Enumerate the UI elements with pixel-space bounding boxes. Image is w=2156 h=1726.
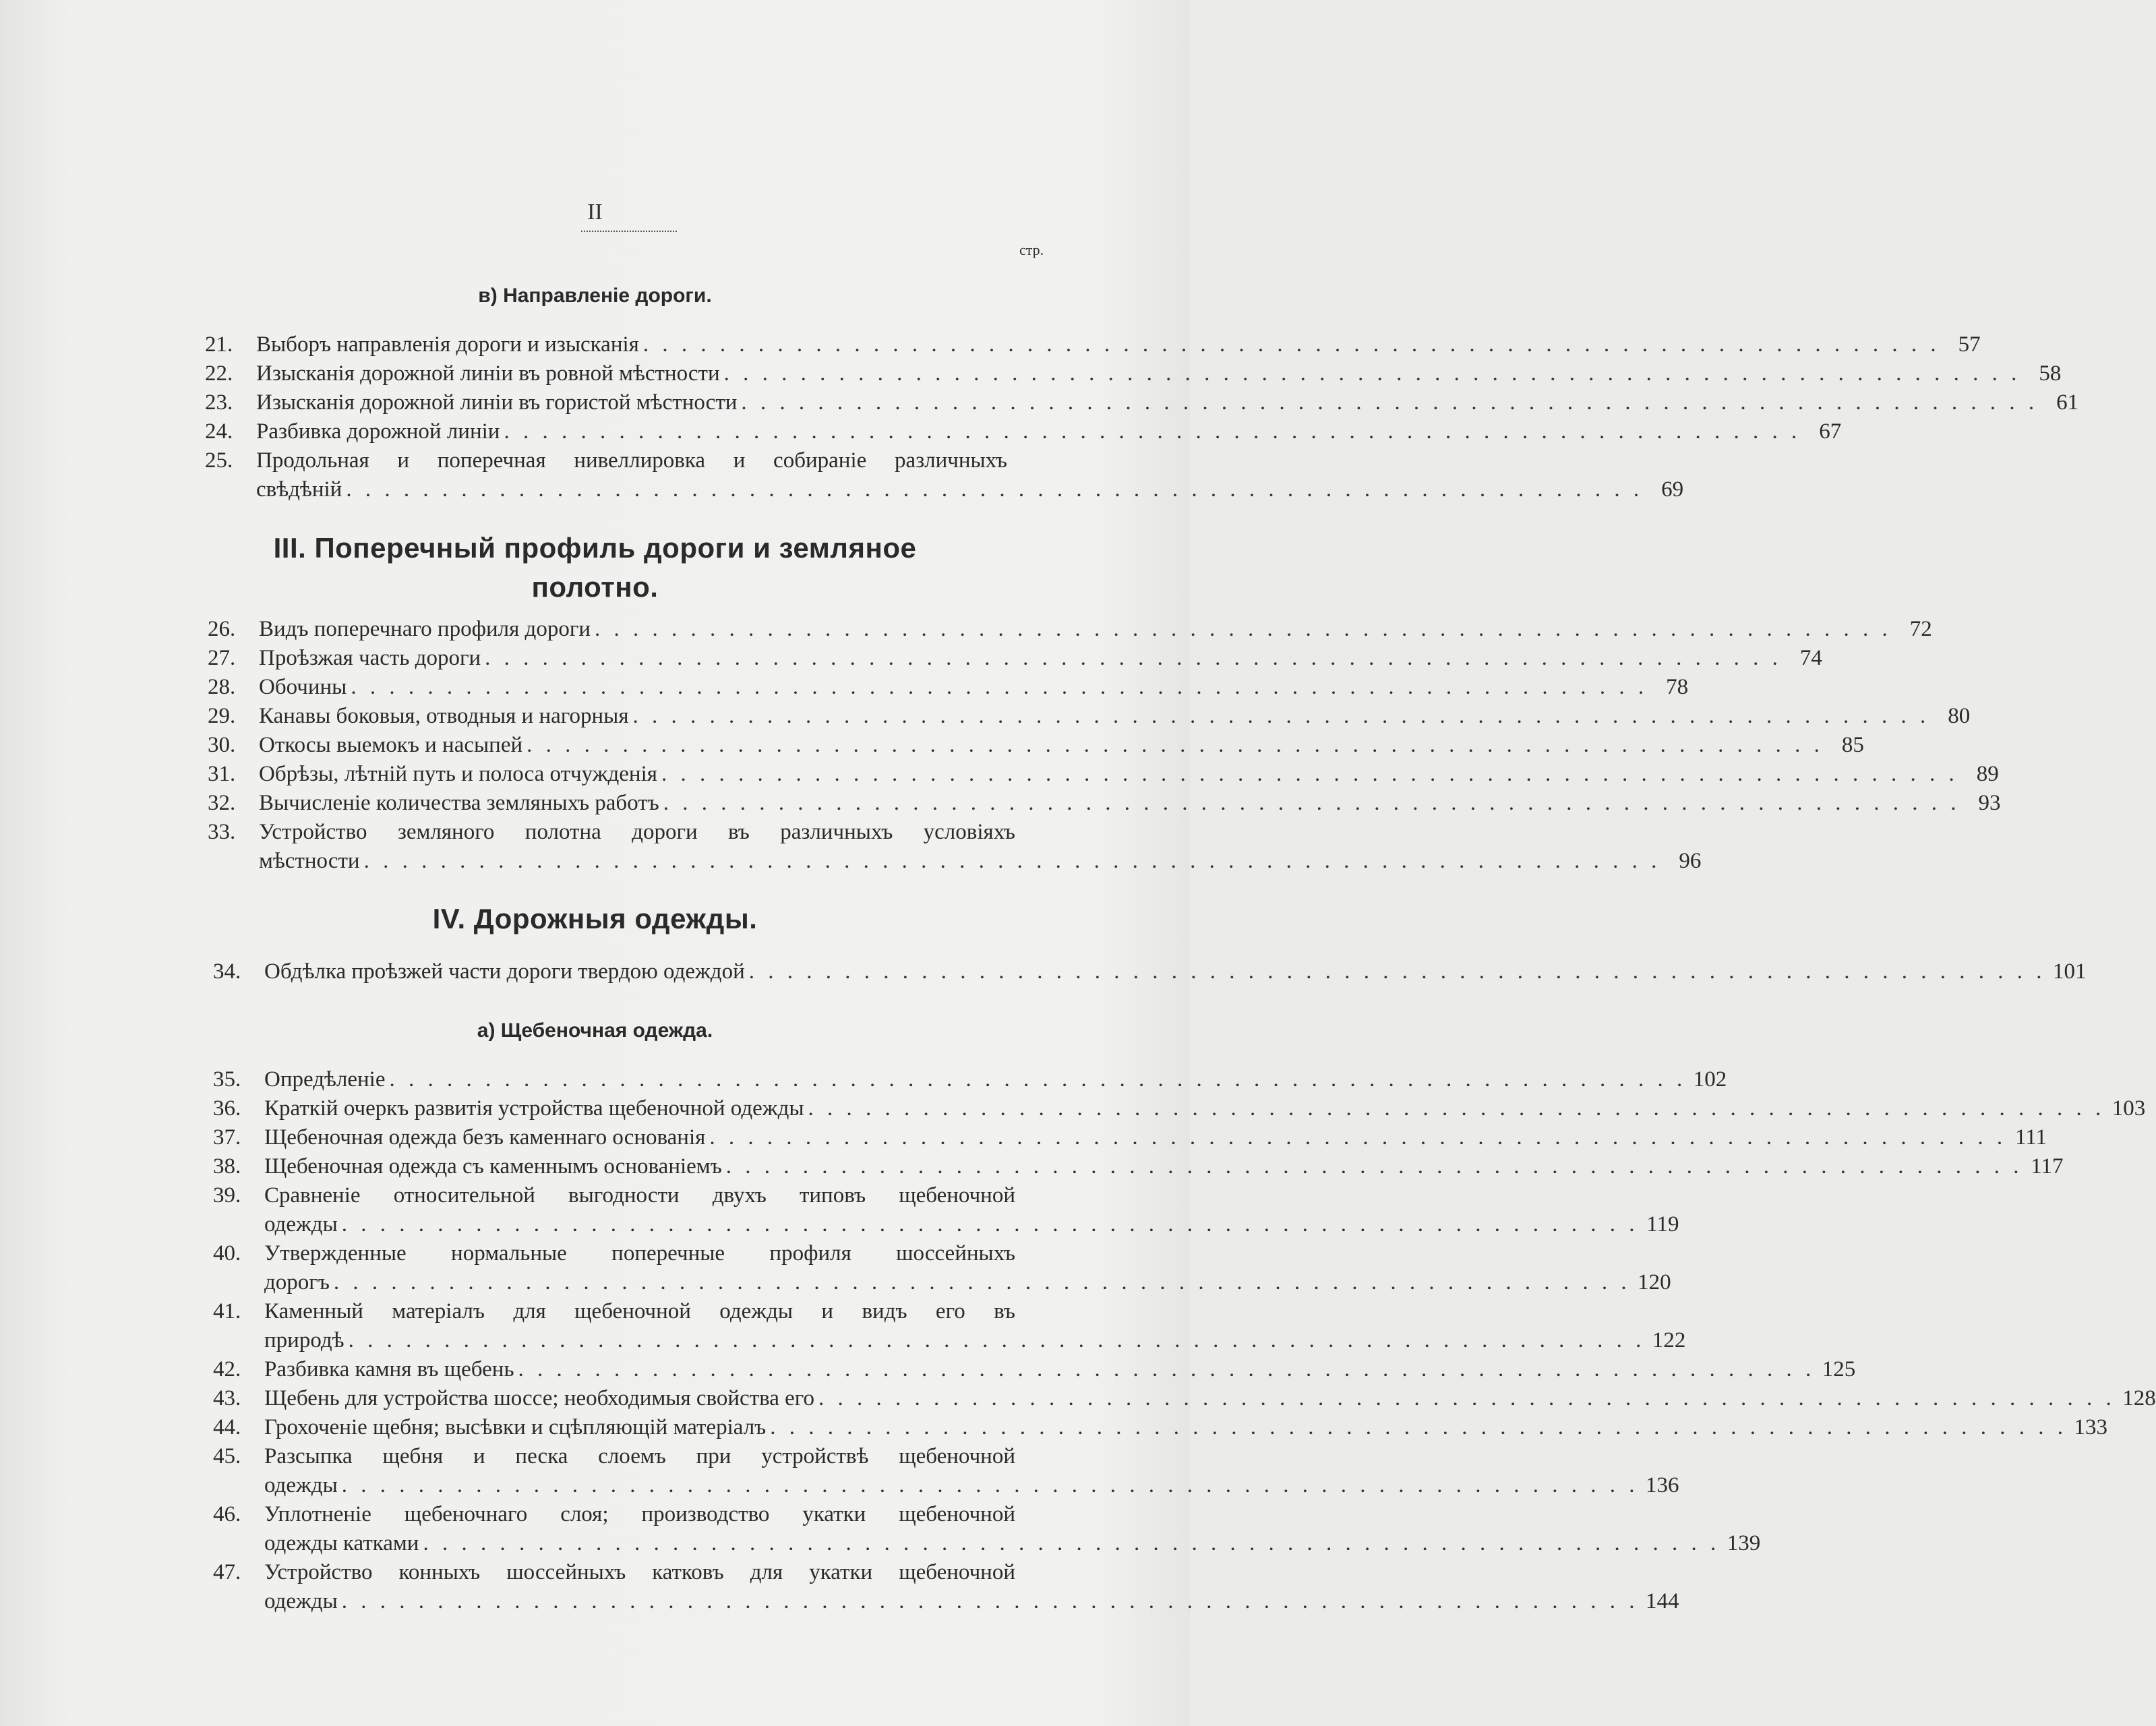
page-number-rule xyxy=(581,231,677,232)
entry-page: 136 xyxy=(1646,1473,1679,1497)
entry-page: 120 xyxy=(1638,1270,1671,1294)
entry-text: Опредѣленіе xyxy=(264,1067,386,1092)
dot-leader xyxy=(342,1210,1639,1239)
dot-leader xyxy=(342,1587,1639,1615)
entry-number: 31. xyxy=(208,762,236,786)
toc-entry-40-cont xyxy=(264,1268,1671,1297)
toc-entry-32 xyxy=(208,789,2001,817)
dot-leader xyxy=(351,673,1648,701)
entry-text: Разбивка камня въ щебень xyxy=(264,1357,514,1381)
entry-number: 26. xyxy=(208,617,236,641)
entry-page: 125 xyxy=(1822,1357,1856,1381)
entry-text: Краткій очеркъ развитія устройства щебеночной одежды xyxy=(264,1096,804,1121)
dot-leader xyxy=(808,1094,2105,1123)
chapter-title-3-cont: полотно. xyxy=(531,571,659,603)
entry-text-continuation: одежды xyxy=(264,1473,338,1497)
toc-entry-46 xyxy=(213,1500,1015,1528)
dot-leader xyxy=(643,330,1940,359)
dot-leader xyxy=(633,702,1930,730)
entry-text-continuation: природѣ xyxy=(264,1328,345,1352)
entry-text-continuation: одежды катками xyxy=(264,1531,419,1555)
entry-page: 78 xyxy=(1666,675,1689,699)
toc-entry-22 xyxy=(205,359,2062,388)
entry-page: 69 xyxy=(1661,477,1684,502)
toc-entry-40 xyxy=(213,1239,1015,1268)
toc-entry-26 xyxy=(208,615,1932,643)
entry-number: 39. xyxy=(213,1183,241,1208)
dot-leader xyxy=(749,957,2046,986)
dot-leader xyxy=(726,1152,2023,1181)
dot-leader xyxy=(595,615,1892,643)
toc-entry-46-cont xyxy=(264,1529,1761,1557)
toc-entry-33 xyxy=(208,818,1015,846)
dot-leader xyxy=(818,1384,2116,1412)
toc-entry-42 xyxy=(213,1355,1856,1383)
entry-page: 67 xyxy=(1819,419,1842,444)
dot-leader xyxy=(334,1268,1631,1297)
entry-page: 61 xyxy=(2056,390,2079,415)
entry-number: 43. xyxy=(213,1386,241,1410)
toc-entry-39-cont xyxy=(264,1210,1679,1239)
entry-page: 133 xyxy=(2074,1415,2107,1439)
entry-text: Изысканія дорожной линіи въ ровной мѣстности xyxy=(256,361,720,386)
entry-number: 32. xyxy=(208,791,236,815)
entry-page: 122 xyxy=(1652,1328,1686,1352)
toc-entry-31 xyxy=(208,760,1999,788)
toc-entry-41-cont xyxy=(264,1326,1686,1355)
toc-entry-29 xyxy=(208,702,1971,730)
entry-number: 22. xyxy=(205,361,233,386)
dot-leader xyxy=(709,1123,2006,1152)
entry-text: Каменный матеріалъ для щебеночной одежды и видъ его въ xyxy=(264,1299,1015,1323)
entry-text-continuation: одежды xyxy=(264,1212,338,1237)
entry-page: 117 xyxy=(2031,1154,2064,1179)
entry-text-continuation: одежды xyxy=(264,1589,338,1613)
entry-number: 38. xyxy=(213,1154,241,1179)
entry-number: 23. xyxy=(205,390,233,415)
entry-text: Устройство конныхъ шоссейныхъ катковъ для укатки щебеночной xyxy=(264,1560,1015,1584)
entry-page: 111 xyxy=(2015,1125,2047,1150)
entry-page: 93 xyxy=(1978,791,2001,815)
entry-page: 139 xyxy=(1727,1531,1761,1555)
entry-text: Устройство земляного полотна дороги въ различныхъ условіяхъ xyxy=(259,820,1015,844)
toc-entry-34 xyxy=(213,957,2087,986)
entry-text: Обдѣлка проѣзжей части дороги твердою одеждой xyxy=(264,959,745,984)
toc-entry-36 xyxy=(213,1094,2146,1123)
entry-text: Откосы выемокъ и насыпей xyxy=(259,733,523,757)
entry-number: 33. xyxy=(208,820,236,844)
toc-entry-24 xyxy=(205,417,1842,446)
entry-number: 21. xyxy=(205,332,233,357)
section-title-a: а) Щебеночная одежда. xyxy=(477,1019,713,1042)
entry-text-continuation: свѣдѣній xyxy=(256,477,342,502)
entry-number: 35. xyxy=(213,1067,241,1092)
entry-page: 72 xyxy=(1909,617,1932,641)
entry-text: Обочины xyxy=(259,675,347,699)
entry-text: Канавы боковыя, отводныя и нагорныя xyxy=(259,704,629,728)
toc-entry-27 xyxy=(208,644,1822,672)
entry-page: 58 xyxy=(2039,361,2062,386)
toc-entry-41 xyxy=(213,1297,1015,1326)
entry-text: Щебеночная одежда безъ каменнаго основанія xyxy=(264,1125,706,1150)
chapter-title-4: IV. Дорожныя одежды. xyxy=(432,903,758,934)
toc-entry-35 xyxy=(213,1065,1727,1094)
entry-number: 36. xyxy=(213,1096,241,1121)
toc-entry-25 xyxy=(205,446,1007,475)
entry-page: 80 xyxy=(1948,704,1971,728)
entry-text: Утвержденные нормальные поперечные профиля шоссейныхъ xyxy=(264,1241,1015,1266)
toc-entry-37 xyxy=(213,1123,2047,1152)
chapter-title-3: III. Поперечный профиль дороги и земляное xyxy=(273,532,917,564)
entry-text: Видъ поперечнаго профиля дороги xyxy=(259,617,591,641)
entry-text: Разсыпка щебня и песка слоемъ при устройствѣ щебеночной xyxy=(264,1444,1015,1468)
dot-leader xyxy=(346,475,1643,504)
entry-text: Щебеночная одежда съ каменнымъ основаніемъ xyxy=(264,1154,722,1179)
dot-leader xyxy=(518,1355,1816,1383)
toc-entry-39 xyxy=(213,1181,1015,1210)
entry-number: 40. xyxy=(213,1241,241,1266)
entry-text: Разбивка дорожной линіи xyxy=(256,419,500,444)
toc-entry-43 xyxy=(213,1384,2156,1412)
entry-page: 57 xyxy=(1958,332,1981,357)
entry-number: 29. xyxy=(208,704,236,728)
dot-leader xyxy=(349,1326,1646,1355)
toc-entry-44 xyxy=(213,1413,2107,1441)
entry-page: 144 xyxy=(1646,1589,1679,1613)
entry-text: Грохоченіе щебня; высѣвки и сцѣпляющій матеріалъ xyxy=(264,1415,767,1439)
entry-text: Уплотненіе щебеночнаго слоя; производство укатки щебеночной xyxy=(264,1502,1015,1526)
toc-entry-33-cont xyxy=(259,847,1702,875)
entry-page: 103 xyxy=(2112,1096,2146,1121)
entry-number: 45. xyxy=(213,1444,241,1468)
entry-number: 41. xyxy=(213,1299,241,1323)
toc-entry-28 xyxy=(208,673,1689,701)
entry-number: 37. xyxy=(213,1125,241,1150)
dot-leader xyxy=(741,388,2038,417)
page-column-label: стр. xyxy=(1019,241,1044,258)
entry-text-continuation: мѣстности xyxy=(259,849,360,873)
dot-leader xyxy=(485,644,1782,672)
entry-text: Обрѣзы, лѣтній путь и полоса отчужденія xyxy=(259,762,657,786)
dot-leader xyxy=(423,1529,1720,1557)
dot-leader xyxy=(527,731,1824,759)
toc-entry-38 xyxy=(213,1152,2064,1181)
dot-leader xyxy=(661,760,1958,788)
entry-page: 101 xyxy=(2053,959,2087,984)
dot-leader xyxy=(663,789,1960,817)
entry-page: 85 xyxy=(1841,733,1864,757)
entry-page: 102 xyxy=(1693,1067,1727,1092)
toc-entry-30 xyxy=(208,731,1864,759)
entry-page: 119 xyxy=(1646,1212,1679,1237)
toc-entry-45-cont xyxy=(264,1471,1679,1499)
dot-leader xyxy=(342,1471,1639,1499)
toc-entry-23 xyxy=(205,388,2079,417)
entry-number: 28. xyxy=(208,675,236,699)
section-title-v: в) Направленіе дороги. xyxy=(478,285,712,307)
entry-number: 25. xyxy=(205,448,233,473)
page-number: II xyxy=(587,200,603,225)
toc-entry-47 xyxy=(213,1558,1015,1586)
entry-page: 96 xyxy=(1679,849,1702,873)
entry-text: Выборъ направленія дороги и изысканія xyxy=(256,332,639,357)
entry-text-continuation: дорогъ xyxy=(264,1270,330,1294)
entry-page: 74 xyxy=(1799,646,1822,670)
entry-number: 27. xyxy=(208,646,236,670)
entry-number: 24. xyxy=(205,419,233,444)
entry-number: 42. xyxy=(213,1357,241,1381)
toc-entry-21 xyxy=(205,330,1981,359)
toc-entry-47-cont xyxy=(264,1587,1679,1615)
dot-leader xyxy=(770,1413,2067,1441)
entry-text: Продольная и поперечная нивеллировка и собираніе различныхъ xyxy=(256,448,1007,473)
entry-text: Щебень для устройства шоссе; необходимыя свойства его xyxy=(264,1386,815,1410)
entry-text: Изысканія дорожной линіи въ гористой мѣстности xyxy=(256,390,738,415)
entry-text: Сравненіе относительной выгодности двухъ типовъ щебеночной xyxy=(264,1183,1015,1208)
entry-number: 44. xyxy=(213,1415,241,1439)
entry-text: Проѣзжая часть дороги xyxy=(259,646,481,670)
toc-entry-25-cont xyxy=(256,475,1684,504)
dot-leader xyxy=(504,417,1801,446)
dot-leader xyxy=(390,1065,1687,1094)
entry-number: 46. xyxy=(213,1502,241,1526)
entry-number: 47. xyxy=(213,1560,241,1584)
dot-leader xyxy=(724,359,2021,388)
entry-text: Вычисленіе количества земляныхъ работъ xyxy=(259,791,659,815)
entry-number: 30. xyxy=(208,733,236,757)
entry-number: 34. xyxy=(213,959,241,984)
dot-leader xyxy=(364,847,1661,875)
toc-entry-45 xyxy=(213,1442,1015,1470)
entry-page: 89 xyxy=(1976,762,1999,786)
entry-page: 128 xyxy=(2122,1386,2156,1410)
